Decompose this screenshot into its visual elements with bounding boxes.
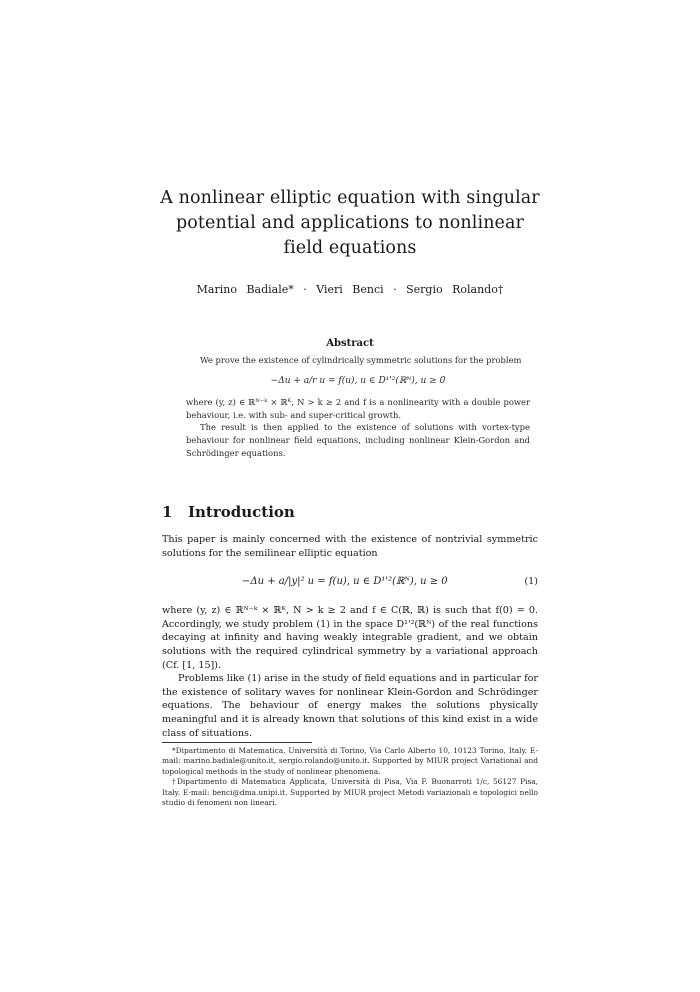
footnote-rule	[162, 742, 312, 743]
intro-paragraph-1: This paper is mainly concerned with the existence of nontrivial symmetric solutions for the semilinear elliptic equation	[162, 534, 538, 559]
abstract-heading: Abstract	[326, 338, 374, 349]
footnote-2: †Dipartimento di Matematica Applicata, Università di Pisa, Via F. Buonarroti 1/c, 56127 Pisa, Italy. E-mail: benci@dma.unipi.it. Supported by MIUR project Metodi variazionali e topologici nello studio di fenomeni non lineari.	[162, 777, 538, 808]
footnote-1: *Dipartimento di Matematica, Università di Torino, Via Carlo Alberto 10, 10123 Torino, Italy. E-mail: marino.badiale@unito.it, sergio.rolando@unito.it. Supported by MIUR project Variational and topological methods in the study of nonlinear phenomena.	[162, 746, 538, 776]
footnotes	[162, 746, 538, 808]
section-number: 1	[162, 503, 173, 521]
abstract-equation: −Δu + a/r u = f(u), u ∈ D¹'²(ℝᴺ), u ≥ 0	[270, 375, 446, 386]
intro-paragraph-3: Problems like (1) arise in the study of field equations and in particular for the existence of solitary waves for nonlinear Klein-Gordon and Schrödinger equations. The behaviour of energy makes the solutions physically meaningful and it is already known that solutions of this kind exist in a wide class of situations.	[162, 673, 538, 739]
introduction-body	[162, 533, 538, 740]
intro-equation: −Δu + a/|y|² u = f(u), u ∈ D¹'²(ℝᴺ), u ≥ 0	[242, 576, 448, 588]
section-heading	[162, 503, 295, 521]
abstract-body	[186, 354, 530, 459]
abstract-paragraph-3: The result is then applied to the existence of solutions with vortex-type behaviour for nonlinear field equations, including nonlinear Klein-Gordon and Schrödinger equations.	[186, 422, 530, 458]
intro-equation-line	[162, 565, 538, 601]
intro-equation-number: (1)	[524, 576, 538, 588]
abstract-paragraph-1: We prove the existence of cylindrically symmetric solutions for the problem	[200, 355, 522, 365]
section-title: Introduction	[188, 503, 295, 521]
abstract-paragraph-2: where (y, z) ∈ ℝᴺ⁻ᵏ × ℝᴷ, N > k ≥ 2 and f is a nonlinearity with a double power behaviour, i.e. with sub- and super-critical growth.	[186, 397, 530, 420]
paper-authors: Marino Badiale* · Vieri Benci · Sergio Rolando†	[196, 283, 504, 296]
paper-title: A nonlinear elliptic equation with singular potential and applications to nonlinear field equations	[160, 188, 540, 258]
intro-paragraph-2: where (y, z) ∈ ℝᴺ⁻ᵏ × ℝᴷ, N > k ≥ 2 and f ∈ C(ℝ, ℝ) is such that f(0) = 0. Accordingly, we study problem (1) in the space D¹'²(ℝᴺ) of the real functions decaying at infinity and having weakly integrable gradient, and we obtain solutions with the required cylindrical symmetry by a variational approach (Cf. [1, 15]).	[162, 605, 538, 671]
